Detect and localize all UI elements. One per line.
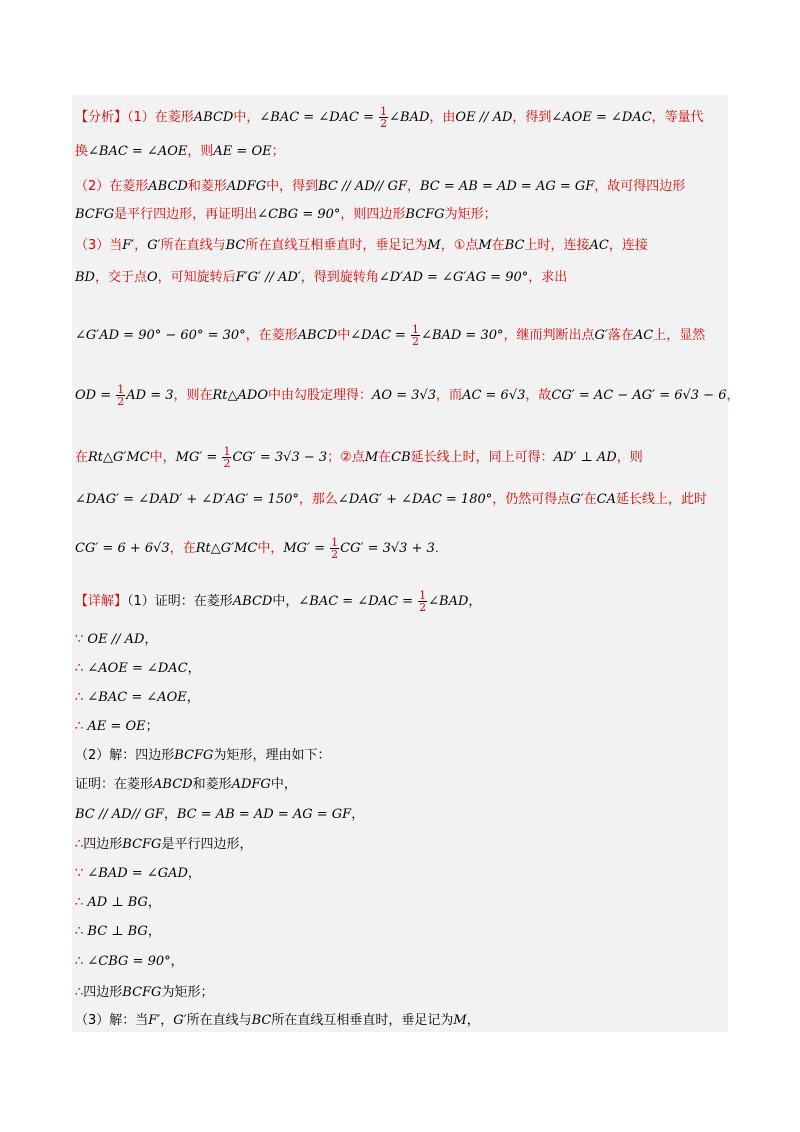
text-segment: ， (147, 924, 161, 939)
math-expression: O (147, 270, 158, 285)
text-line (75, 893, 161, 913)
math-expression: ADFG (231, 777, 271, 792)
text-line (75, 205, 497, 225)
math-expression: OE // AD (455, 110, 513, 125)
math-expression: AD′ ⊥ AD (553, 450, 617, 465)
text-segment: ，由 (429, 110, 456, 125)
math-expression: AE = OE (87, 719, 146, 734)
text-segment: 四边形 (83, 837, 123, 852)
math-expression: BCFG (122, 837, 162, 852)
fraction-denominator: 2 (412, 335, 420, 348)
text-segment: ∵ (75, 866, 88, 881)
math-expression: MG′ = (175, 450, 222, 465)
text-segment: ； (271, 144, 285, 159)
text-segment: ∴ (75, 924, 88, 939)
math-expression: CB (391, 450, 411, 465)
math-expression: ∠CBG = 90° (257, 207, 341, 222)
math-expression: ∠DAG′ = ∠DAD′ + ∠D′AG′ = 150° (75, 492, 299, 507)
math-expression: ADFG (226, 179, 267, 194)
text-segment: 中由勾股定理得： (268, 388, 373, 403)
math-expression: BD (75, 270, 95, 285)
text-segment: ， (134, 238, 148, 253)
text-line (75, 590, 481, 613)
text-segment: ， (726, 388, 740, 403)
text-line (75, 688, 200, 708)
math-expression: AD ⊥ BG (87, 895, 148, 910)
text-segment: ，在菱形 (245, 328, 298, 343)
math-expression: Rt△G′MC (88, 450, 150, 465)
math-expression: M (478, 238, 492, 253)
text-line (75, 236, 648, 256)
text-segment: （3）当 (75, 238, 123, 253)
text-segment: ，仍然可得点 (492, 492, 571, 507)
fraction-numerator: 1 (419, 589, 427, 602)
math-expression: ∠BAC = ∠DAC = (259, 110, 379, 125)
math-expression: BCFG (75, 207, 115, 222)
text-segment: 所在直线与 (160, 238, 226, 253)
math-expression: CG′ = 3√3 − 3 (232, 450, 328, 465)
math-expression: ∠G′AD = 90° − 60° = 30° (75, 328, 246, 343)
text-segment: 换 (75, 144, 89, 159)
text-segment: ， (187, 661, 201, 676)
text-segment: ，得到旋转角 (300, 270, 379, 285)
math-expression: F′ (148, 1013, 161, 1028)
text-line (75, 717, 159, 737)
text-segment: （2）解：四边形 (75, 748, 175, 763)
math-expression: BC (251, 1013, 272, 1028)
math-expression: CA (596, 492, 616, 507)
fraction (222, 446, 231, 469)
text-segment: ， (406, 179, 420, 194)
text-segment: 和菱形 (187, 179, 227, 194)
math-expression: ∠AOE = ∠DAC (87, 661, 188, 676)
text-segment: 延长线上时，同上可得： (410, 450, 554, 465)
math-expression: Rt△ADO (212, 388, 268, 403)
text-segment: ；②点 (327, 450, 365, 465)
math-expression: M (453, 1013, 467, 1028)
fraction (379, 106, 388, 129)
text-segment: ， (170, 954, 184, 969)
fraction-denominator: 2 (331, 548, 339, 561)
text-segment: 中 (337, 328, 351, 343)
math-expression: ∠DAC = (350, 328, 411, 343)
text-segment: 落在 (607, 328, 634, 343)
text-segment: ， (466, 1013, 480, 1028)
text-segment: 中， (270, 777, 297, 792)
text-segment: ∴ (75, 954, 88, 969)
text-segment: 在 (378, 450, 392, 465)
text-segment: ， (351, 807, 365, 822)
text-segment: 所在直线互相垂直时，垂足记为 (245, 238, 428, 253)
fraction-numerator: 1 (412, 323, 420, 336)
math-expression: BC = AB = AD = AG = GF (176, 807, 352, 822)
text-segment: 在 (491, 238, 505, 253)
text-segment: ，则 (616, 450, 643, 465)
text-segment: ， (144, 632, 158, 647)
text-segment: 【详解】 (75, 594, 128, 609)
text-segment: 上，显然 (653, 328, 706, 343)
text-segment: （3）解：当 (75, 1013, 149, 1028)
text-segment: ， (186, 690, 200, 705)
math-expression: MG′ = (283, 541, 330, 556)
text-segment: 所在直线与 (186, 1013, 252, 1028)
math-expression: BCFG (174, 748, 214, 763)
text-segment: ． (434, 541, 448, 556)
text-segment: 中， (272, 594, 299, 609)
text-segment: 四边形 (83, 985, 123, 1000)
text-line (75, 983, 213, 1003)
text-line (75, 1011, 480, 1031)
text-segment: ∴ (75, 690, 88, 705)
math-expression: G′ (147, 238, 161, 253)
text-line (75, 805, 364, 825)
text-line (75, 630, 157, 650)
math-expression: CG′ = AC − AG′ = 6√3 − 6 (551, 388, 727, 403)
math-expression: ∠BAD = ∠GAD (87, 866, 188, 881)
math-expression: ∠CBG = 90° (87, 954, 171, 969)
fraction-denominator: 2 (223, 457, 231, 470)
fraction (330, 537, 339, 560)
text-segment: （1）证明：在菱形 (127, 594, 233, 609)
math-expression: AC (589, 238, 609, 253)
text-segment: ∴ (75, 661, 88, 676)
math-expression: CG′ = 6 + 6√3 (75, 541, 170, 556)
text-segment: 为矩形，理由如下： (213, 748, 331, 763)
text-segment: ∴ (75, 837, 84, 852)
text-segment: 中， (257, 541, 284, 556)
text-line (75, 177, 685, 197)
text-line (75, 835, 252, 855)
text-line (75, 864, 201, 884)
math-expression: ∠D′AD = ∠G′AG = 90° (378, 270, 529, 285)
text-segment: 在 (583, 492, 597, 507)
math-expression: F′ (122, 238, 135, 253)
text-segment: ， (163, 807, 177, 822)
text-segment: 【分析】 (75, 110, 128, 125)
text-segment: 中， (233, 110, 260, 125)
text-segment: 是平行四边形，再证明出 (114, 207, 258, 222)
math-expression: OD = (75, 388, 116, 403)
fraction (418, 590, 427, 613)
math-expression: ABCD (193, 110, 234, 125)
math-expression: Rt△G′MC (195, 541, 258, 556)
text-line (75, 746, 330, 766)
text-segment: ，①点 (440, 238, 479, 253)
text-segment: 所在直线互相垂直时，垂足记为 (271, 1013, 454, 1028)
math-expression: ABCD (297, 328, 338, 343)
text-line (75, 659, 201, 679)
text-segment: ，而 (436, 388, 463, 403)
math-expression: M (427, 238, 441, 253)
text-line (75, 952, 184, 972)
math-expression: AC = 6√3 (462, 388, 526, 403)
text-segment: ， (147, 895, 161, 910)
text-segment: 为矩形； (444, 207, 497, 222)
fraction (411, 324, 420, 347)
math-expression: CG′ = 3√3 + 3 (340, 541, 435, 556)
text-line (75, 537, 448, 560)
math-expression: F′G′ // AD′ (235, 270, 301, 285)
math-expression: ∠BAD = 30° (421, 328, 504, 343)
math-expression: BC (225, 238, 246, 253)
math-expression: ∠BAC = ∠AOE (88, 144, 188, 159)
math-expression: ∠BAD (389, 110, 430, 125)
math-expression: BCFG (405, 207, 445, 222)
math-expression: ∠AOE = ∠DAC (551, 110, 652, 125)
text-segment: ∵ (75, 632, 88, 647)
text-segment: 是平行四边形， (161, 837, 253, 852)
text-line (75, 384, 740, 407)
math-expression: BC // AD// GF (318, 179, 407, 194)
text-segment: ，交于点 (94, 270, 147, 285)
math-expression: AO = 3√3 (372, 388, 437, 403)
text-segment: 中，得到 (266, 179, 319, 194)
text-segment: ， (468, 594, 482, 609)
text-segment: ，则四边形 (340, 207, 406, 222)
math-expression: BC ⊥ BG (87, 924, 148, 939)
math-expression: AE = OE (213, 144, 272, 159)
fraction-numerator: 1 (117, 383, 125, 396)
text-segment: 证明：在菱形 (75, 777, 154, 792)
text-segment: 在 (75, 450, 89, 465)
text-segment: 延长线上，此时 (615, 492, 707, 507)
text-line (75, 775, 297, 795)
text-line (75, 490, 707, 510)
text-segment: ， (160, 1013, 174, 1028)
math-expression: ∠DAG′ + ∠DAC = 180° (337, 492, 493, 507)
text-segment: ，那么 (298, 492, 338, 507)
text-segment: ，连接 (608, 238, 648, 253)
fraction-numerator: 1 (223, 445, 231, 458)
text-segment: 为矩形； (161, 985, 214, 1000)
fraction-denominator: 2 (380, 117, 388, 130)
text-line (75, 268, 567, 288)
math-expression: BC (504, 238, 525, 253)
fraction-numerator: 1 (331, 536, 339, 549)
math-expression: OE // AD (87, 632, 145, 647)
math-expression: AD = 3 (126, 388, 174, 403)
text-segment: ， (187, 866, 201, 881)
text-segment: ，在 (169, 541, 196, 556)
text-segment: ，则在 (173, 388, 213, 403)
text-line (75, 142, 285, 162)
math-expression: ABCD (153, 777, 193, 792)
text-segment: ； (145, 719, 159, 734)
text-segment: ，可知旋转后 (157, 270, 236, 285)
fraction-denominator: 2 (117, 395, 125, 408)
text-line (75, 922, 161, 942)
math-expression: ∠BAC = ∠AOE (87, 690, 187, 705)
math-expression: ∠BAD (428, 594, 469, 609)
math-expression: BC // AD// GF (75, 807, 164, 822)
text-segment: ，继而判断出点 (503, 328, 595, 343)
math-expression: ABCD (148, 179, 188, 194)
text-segment: （2）在菱形 (75, 179, 149, 194)
text-segment: ∴ (75, 719, 88, 734)
math-expression: BCFG (122, 985, 162, 1000)
text-segment: ，等量代 (651, 110, 704, 125)
text-segment: ，则 (187, 144, 214, 159)
math-expression: BC = AB = AD = AG = GF (419, 179, 595, 194)
fraction (116, 384, 125, 407)
math-expression: ABCD (232, 594, 273, 609)
text-line (75, 324, 705, 347)
text-segment: 上时，连接 (524, 238, 590, 253)
math-expression: M (364, 450, 379, 465)
text-segment: ，求出 (528, 270, 568, 285)
text-segment: ∴ (75, 895, 88, 910)
math-expression: ∠BAC = ∠DAC = (298, 594, 418, 609)
math-expression: G′ (570, 492, 584, 507)
text-line (75, 106, 704, 129)
fraction-numerator: 1 (380, 105, 388, 118)
text-line (75, 446, 643, 469)
text-segment: ，故 (525, 388, 552, 403)
text-segment: 和菱形 (192, 777, 232, 792)
text-segment: ，故可得四边形 (594, 179, 686, 194)
fraction-denominator: 2 (419, 601, 427, 614)
text-segment: ，得到 (512, 110, 552, 125)
text-segment: 中， (149, 450, 176, 465)
text-segment: （1）在菱形 (127, 110, 194, 125)
math-expression: G′ (173, 1013, 187, 1028)
text-segment: ∴ (75, 985, 84, 1000)
math-expression: G′ (594, 328, 608, 343)
math-expression: AC (633, 328, 654, 343)
